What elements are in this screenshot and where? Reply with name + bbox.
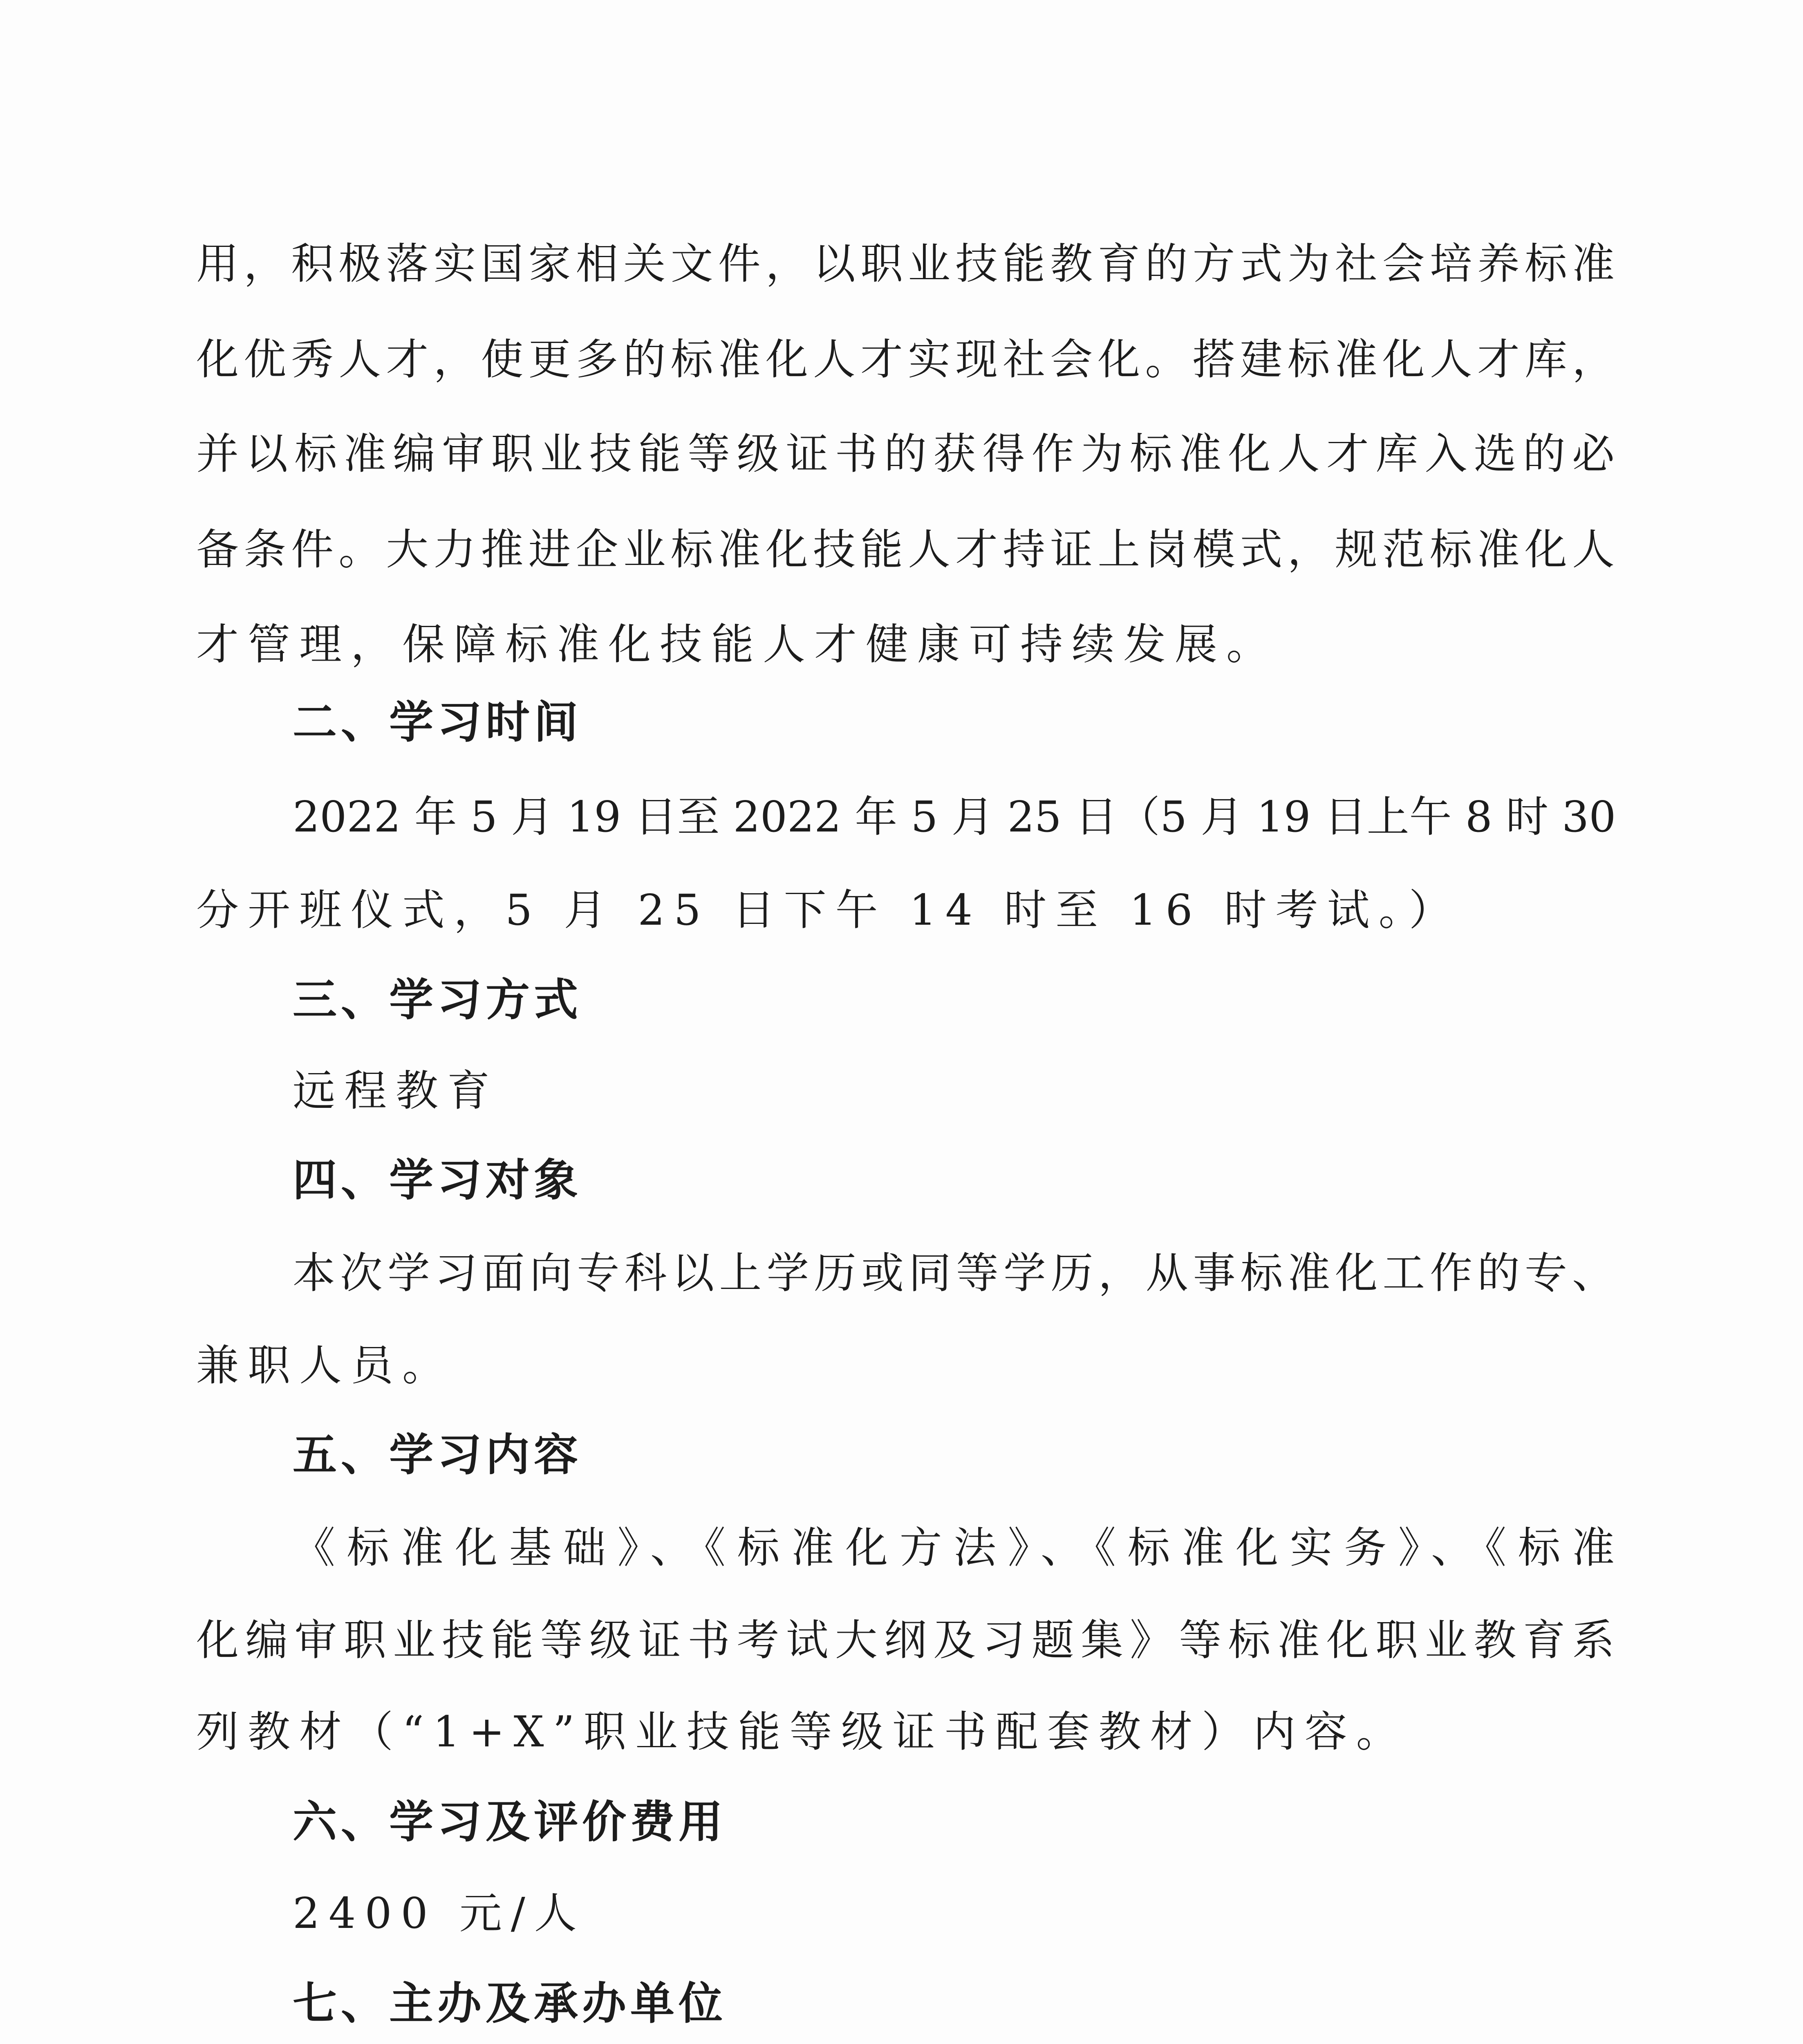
paragraph-line: 才管理，保障标准化技能人才健康可持续发展。 bbox=[196, 619, 1278, 669]
study-content-line: 化编审职业技能等级证书考试大纲及习题集》等标准化职业教育系 bbox=[196, 1615, 1615, 1665]
study-target-line: 兼职人员。 bbox=[196, 1340, 454, 1390]
section-heading-fees: 六、学习及评价费用 bbox=[293, 1797, 727, 1848]
study-time-line: 分开班仪式，5 月 25 日下午 14 时至 16 时考试。） bbox=[196, 885, 1460, 935]
study-content-line: 列教材（“1+X”职业技能等级证书配套教材）内容。 bbox=[196, 1707, 1408, 1757]
section-heading-study-content: 五、学习内容 bbox=[293, 1430, 582, 1481]
study-target-line: 本次学习面向专科以上学历或同等学历，从事标准化工作的专、 bbox=[293, 1248, 1615, 1298]
study-method-text: 远程教育 bbox=[293, 1066, 499, 1116]
section-heading-study-time: 二、学习时间 bbox=[293, 697, 582, 748]
study-content-line: 《标准化基础》、《标准化方法》、《标准化实务》、《标准 bbox=[293, 1523, 1615, 1573]
fee-text: 2400 元/人 bbox=[293, 1888, 586, 1938]
section-heading-study-target: 四、学习对象 bbox=[293, 1155, 582, 1206]
paragraph-line: 化优秀人才，使更多的标准化人才实现社会化。搭建标准化人才库， bbox=[196, 334, 1615, 384]
section-heading-study-method: 三、学习方式 bbox=[293, 975, 582, 1026]
section-heading-organizers: 七、主办及承办单位 bbox=[293, 1978, 727, 2029]
paragraph-line: 并以标准编审职业技能等级证书的获得作为标准化人才库入选的必 bbox=[196, 429, 1615, 479]
study-time-line: 2022 年 5 月 19 日至 2022 年 5 月 25 日（5 月 19 日上午 8 时 30 bbox=[293, 792, 1616, 842]
paragraph-line: 备条件。大力推进企业标准化技能人才持证上岗模式，规范标准化人 bbox=[196, 524, 1615, 574]
paragraph-line: 用，积极落实国家相关文件，以职业技能教育的方式为社会培养标准 bbox=[196, 239, 1615, 289]
